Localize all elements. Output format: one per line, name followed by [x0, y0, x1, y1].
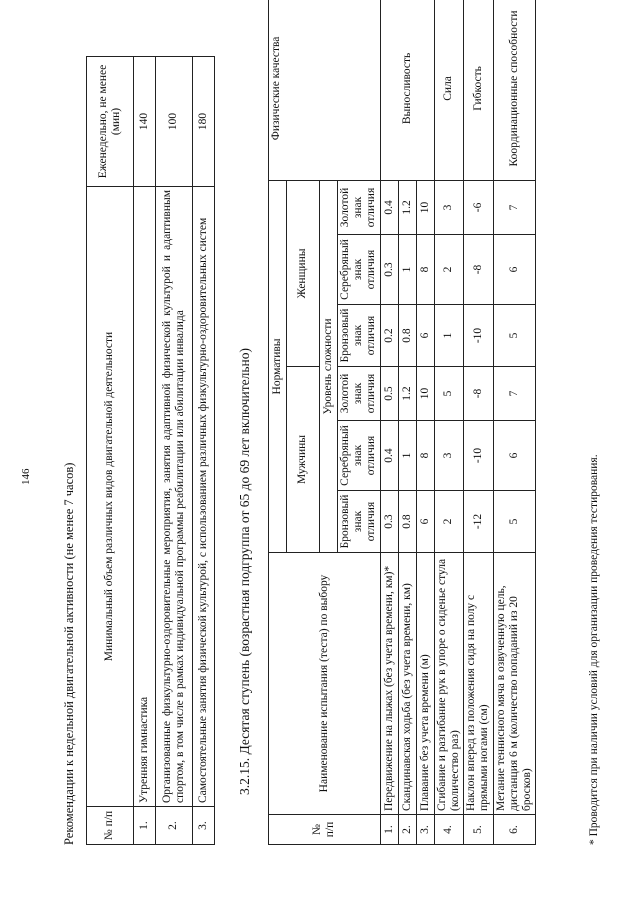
norms-cell-m-silver: -10 [464, 421, 493, 491]
norms-cell-w-gold: 0.4 [380, 180, 398, 234]
norms-cell-w-bronze: 0.2 [380, 305, 398, 367]
norms-row-num: 4. [434, 815, 463, 845]
norms-cell-m-silver: 6 [493, 421, 536, 491]
norms-cell-w-bronze: 1 [434, 305, 463, 367]
norms-row-num: 5. [464, 815, 493, 845]
norms-cell-w-bronze: 0.8 [398, 305, 416, 367]
table-row [193, 57, 215, 845]
quality-endurance: Выносливость [380, 0, 434, 180]
norms-cell-m-bronze: 6 [416, 491, 434, 553]
norms-cell-w-bronze: 5 [493, 305, 536, 367]
table-row [134, 57, 156, 845]
table-row [156, 57, 193, 845]
norms-header-level: Уровень сложности [320, 180, 338, 552]
norms-row-num: 6. [493, 815, 536, 845]
activity-header-num: № п/п [87, 807, 134, 845]
norms-cell-w-gold: 7 [493, 180, 536, 234]
norms-row-name: Сгибание и разгибание рук в упоре о сиденье стула (количество раз) [434, 553, 463, 815]
norms-row-name: Метание теннисного мяча в озвученную цель, дистанция 6 м (количество попаданий из 20 бросков) [493, 553, 536, 815]
norms-header-w-gold: Золотой знак отличия [338, 180, 381, 234]
norms-cell-w-gold: -6 [464, 180, 493, 234]
norms-cell-m-gold: 7 [493, 367, 536, 421]
norms-cell-w-silver: 1 [398, 235, 416, 305]
footnote: * Проводится при наличии условий для организации проведения тестирования. [588, 454, 600, 845]
norms-cell-m-silver: 0.4 [380, 421, 398, 491]
quality-strength: Сила [434, 0, 463, 180]
norms-cell-m-gold: 0.5 [380, 367, 398, 421]
activity-row-name: Самостоятельные занятия физической культурой, с использованием различных физкультурно-оздоровительных систем [193, 187, 215, 807]
norms-row-name: Плавание без учета времени (м) [416, 553, 434, 815]
norms-cell-w-silver: 8 [416, 235, 434, 305]
page-number: 146 [20, 468, 32, 485]
norms-cell-m-gold: 10 [416, 367, 434, 421]
norms-cell-m-silver: 1 [398, 421, 416, 491]
norms-cell-w-gold: 1.2 [398, 180, 416, 234]
activity-row-name: Утренняя гимнастика [134, 187, 156, 807]
norms-header-women: Женщины [287, 180, 320, 366]
norms-header-name: Наименование испытания (теста) по выбору [269, 553, 381, 815]
norms-row-num: 3. [416, 815, 434, 845]
norms-row-num: 1. [380, 815, 398, 845]
activity-header-weekly: Еженедельно, не менее (мин) [87, 57, 134, 187]
norms-cell-m-gold: 5 [434, 367, 463, 421]
norms-cell-w-silver: 6 [493, 235, 536, 305]
norms-cell-w-silver: -8 [464, 235, 493, 305]
activity-header-row [87, 57, 134, 845]
table-row [434, 0, 463, 845]
norms-header-row-1 [269, 0, 287, 845]
quality-flexibility: Гибкость [464, 0, 493, 180]
norms-header-w-bronze: Бронзовый знак отличия [338, 305, 381, 367]
norms-cell-m-bronze: 0.8 [398, 491, 416, 553]
activity-row-name: Организованные физкультурно-оздоровительные мероприятия, занятия адаптивной физической культурой и адаптивным спортом, в том числе в рамках индивидуальной программы реабилитации или абилитации инвалида [156, 187, 193, 807]
norms-cell-m-bronze: 0.3 [380, 491, 398, 553]
activity-row-weekly: 140 [134, 57, 156, 187]
norms-row-name: Передвижение на лыжах (без учета времени, км)* [380, 553, 398, 815]
activity-row-num: 3. [193, 807, 215, 845]
table-row [493, 0, 536, 845]
activity-row-weekly: 180 [193, 57, 215, 187]
activity-table [86, 56, 215, 845]
norms-cell-m-gold: -8 [464, 367, 493, 421]
norms-cell-w-silver: 0.3 [380, 235, 398, 305]
activity-row-num: 2. [156, 807, 193, 845]
norms-cell-m-bronze: -12 [464, 491, 493, 553]
norms-cell-w-bronze: 6 [416, 305, 434, 367]
norms-cell-w-gold: 3 [434, 180, 463, 234]
norms-header-w-silver: Серебряный знак отличия [338, 235, 381, 305]
activity-row-num: 1. [134, 807, 156, 845]
norms-cell-m-silver: 8 [416, 421, 434, 491]
norms-cell-m-gold: 1.2 [398, 367, 416, 421]
norms-table [268, 0, 536, 845]
norms-cell-w-gold: 10 [416, 180, 434, 234]
activity-header-name: Минимальный объем различных видов двигательной деятельности [87, 187, 134, 807]
norms-header-norms: Нормативы [269, 180, 287, 552]
table-row [464, 0, 493, 845]
norms-cell-w-bronze: -10 [464, 305, 493, 367]
norms-row-name: Наклон вперед из положения сидя на полу с прямыми ногами (см) [464, 553, 493, 815]
norms-cell-m-bronze: 5 [493, 491, 536, 553]
norms-row-name: Скандинавская ходьба (без учета времени, км) [398, 553, 416, 815]
norms-header-m-gold: Золотой знак отличия [338, 367, 381, 421]
norms-header-quality: Физические качества [269, 0, 381, 180]
table-row [380, 0, 398, 845]
norms-header-m-silver: Серебряный знак отличия [338, 421, 381, 491]
norms-header-m-bronze: Бронзовый знак отличия [338, 491, 381, 553]
norms-cell-m-silver: 3 [434, 421, 463, 491]
activity-row-weekly: 100 [156, 57, 193, 187]
norms-header-num: № п/п [269, 815, 381, 845]
norms-row-num: 2. [398, 815, 416, 845]
quality-coordination: Координационные способности [493, 0, 536, 180]
norms-cell-w-silver: 2 [434, 235, 463, 305]
norms-cell-m-bronze: 2 [434, 491, 463, 553]
intro-text: Рекомендации к недельной двигательной активности (не менее 7 часов) [62, 462, 76, 845]
norms-header-men: Мужчины [287, 367, 320, 553]
section-title: 3.2.15. Десятая ступень (возрастная подгруппа от 65 до 69 лет включительно) [237, 347, 252, 795]
